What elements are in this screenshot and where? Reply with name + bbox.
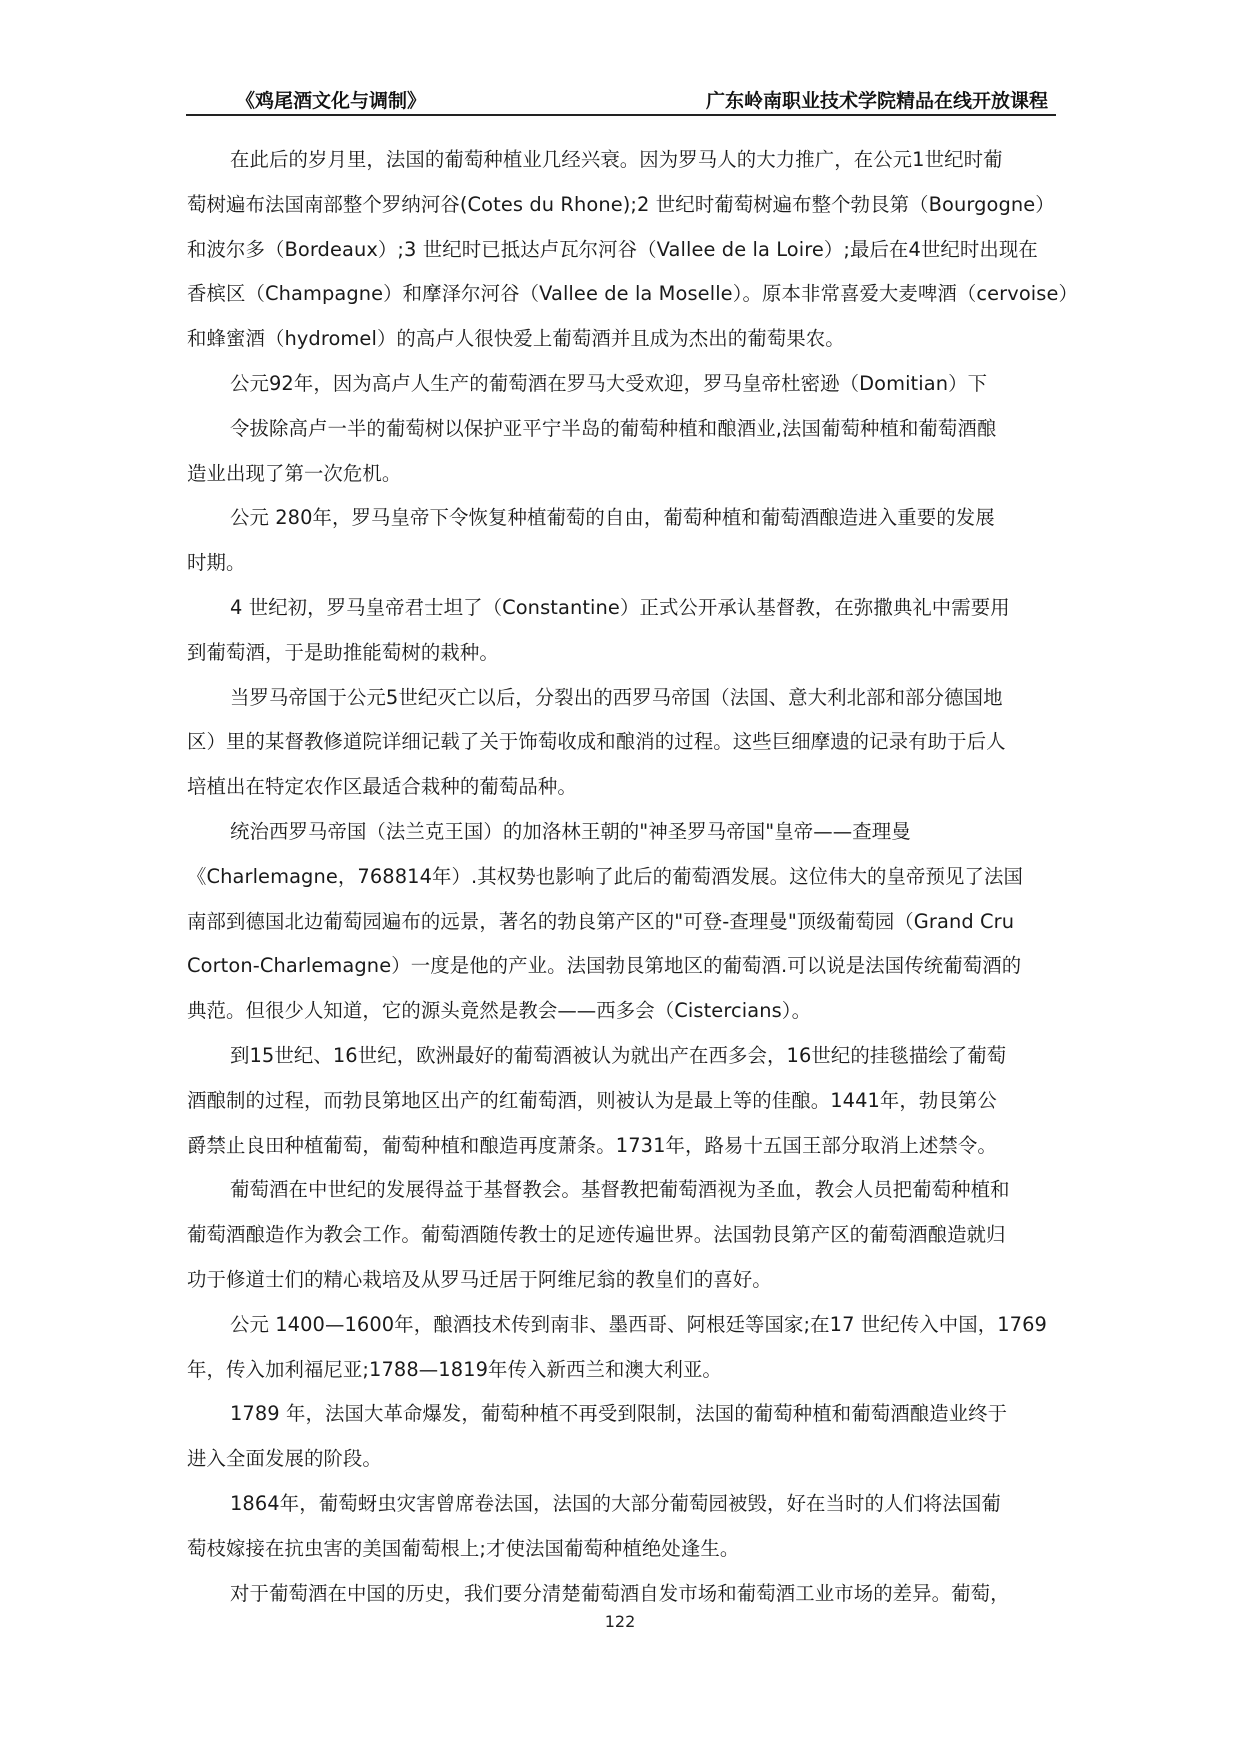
text-line: 年，传入加利福尼亚;1788—1819年传入新西兰和澳大利亚。 xyxy=(187,1357,722,1381)
text-line: 统治西罗马帝国（法兰克王国）的加洛林王朝的"神圣罗马帝国"皇帝——查理曼 xyxy=(230,819,911,843)
page-number: 122 xyxy=(604,1612,636,1631)
text-line: 和蜂蜜酒（hydromel）的高卢人很快爱上葡萄酒并且成为杰出的葡萄果农。 xyxy=(187,327,845,351)
text-line: 时期。 xyxy=(187,551,246,575)
text-line: 在此后的岁月里，法国的葡萄种植业几经兴衰。因为罗马人的大力推广，在公元1世纪时葡 xyxy=(230,148,1003,171)
text-line: 功于修道士们的精心栽培及从罗马迁居于阿维尼翁的教皇们的喜好。 xyxy=(187,1267,772,1291)
text-line: 当罗马帝国于公元5世纪灭亡以后，分裂出的西罗马帝国（法国、意大利北部和部分德国地 xyxy=(230,685,1003,709)
text-line: 葡萄酒酿造作为教会工作。葡萄酒随传教士的足迹传遍世界。法国勃艮第产区的葡萄酒酿造就归 xyxy=(187,1223,1006,1247)
text-line: 公元 1400—1600年，酿酒技术传到南非、墨西哥、阿根廷等国家;在17 世纪传入中国，1769 xyxy=(230,1312,1047,1336)
text-line: 4 世纪初，罗马皇帝君士坦了（Constantine）正式公开承认基督教，在弥撒典礼中需要用 xyxy=(230,595,1010,619)
text-line: 萄枝嫁接在抗虫害的美国葡萄根上;才使法国葡萄种植绝处逢生。 xyxy=(187,1536,740,1560)
body-text xyxy=(187,138,1087,1616)
text-line: 到葡萄酒，于是助推能萄树的栽种。 xyxy=(187,640,499,664)
text-line: 1864年，葡萄蚜虫灾害曾席卷法国，法国的大部分葡萄园被毁，好在当时的人们将法国葡 xyxy=(230,1491,1001,1515)
text-line: 葡萄酒在中世纪的发展得益于基督教会。基督教把葡萄酒视为圣血，教会人员把葡萄种植和 xyxy=(230,1178,1010,1202)
header-institution: 广东岭南职业技术学院精品在线开放课程 xyxy=(705,90,1048,112)
text-line: 公元 280年，罗马皇帝下令恢复种植葡萄的自由，葡萄种植和葡萄酒酿造进入重要的发展 xyxy=(230,506,995,530)
text-line: 和波尔多（Bordeaux）;3 世纪时已抵达卢瓦尔河谷（Vallee de la Loire）;最后在4世纪时出现在 xyxy=(187,237,1038,261)
text-line: 酒酿制的过程，而勃艮第地区出产的红葡萄酒，则被认为是最上等的佳酿。1441年，勃艮第公 xyxy=(187,1088,997,1112)
text-line: 令拔除高卢一半的葡萄树以保护亚平宁半岛的葡萄种植和酿酒业,法国葡萄种植和葡萄酒酿 xyxy=(230,416,997,440)
text-line: 培植出在特定农作区最适合栽种的葡萄品种。 xyxy=(187,775,577,799)
text-line: 《Charlemagne，768814年）.其权势也影响了此后的葡萄酒发展。这位伟大的皇帝预见了法国 xyxy=(187,864,1023,888)
text-line: 1789 年，法国大革命爆发，葡萄种植不再受到限制，法国的葡萄种植和葡萄酒酿造业终于 xyxy=(230,1402,1008,1426)
text-line: 区）里的某督教修道院详细记载了关于饰萄收成和酿消的过程。这些巨细摩遗的记录有助于后人 xyxy=(187,730,1006,754)
text-line: 香槟区（Champagne）和摩泽尔河谷（Vallee de la Moselle）。原本非常喜爱大麦啤酒（cervoise） xyxy=(187,282,1078,306)
text-line: Corton-Charlemagne）一度是他的产业。法国勃艮第地区的葡萄酒.可以说是法国传统葡萄酒的 xyxy=(187,954,1022,978)
text-line: 典范。但很少人知道，它的源头竟然是教会——西多会（Cistercians）。 xyxy=(187,999,812,1023)
text-line: 爵禁止良田种植葡萄，葡萄种植和酿造再度萧条。1731年，路易十五国王部分取消上述禁令。 xyxy=(187,1133,997,1157)
text-line: 对于葡萄酒在中国的历史，我们要分清楚葡萄酒自发市场和葡萄酒工业市场的差异。葡萄， xyxy=(230,1581,1010,1605)
text-line: 造业出现了第一次危机。 xyxy=(187,461,402,485)
text-line: 萄树遍布法国南部整个罗纳河谷(Cotes du Rhone);2 世纪时葡萄树遍布整个勃艮第（Bourgogne） xyxy=(187,192,1055,216)
text-line: 进入全面发展的阶段。 xyxy=(187,1447,382,1471)
text-line: 南部到德国北边葡萄园遍布的远景，著名的勃良第产区的"可登-查理曼"顶级葡萄园（Grand Cru xyxy=(187,909,1015,933)
text-line: 到15世纪、16世纪，欧洲最好的葡萄酒被认为就出产在西多会，16世纪的挂毯描绘了葡萄 xyxy=(230,1043,1007,1067)
text-line: 公元92年，因为高卢人生产的葡萄酒在罗马大受欢迎，罗马皇帝杜密逊（Domitian）下 xyxy=(230,371,988,395)
page-header xyxy=(186,80,1056,116)
header-course-title: 《鸡尾酒文化与调制》 xyxy=(236,90,427,112)
